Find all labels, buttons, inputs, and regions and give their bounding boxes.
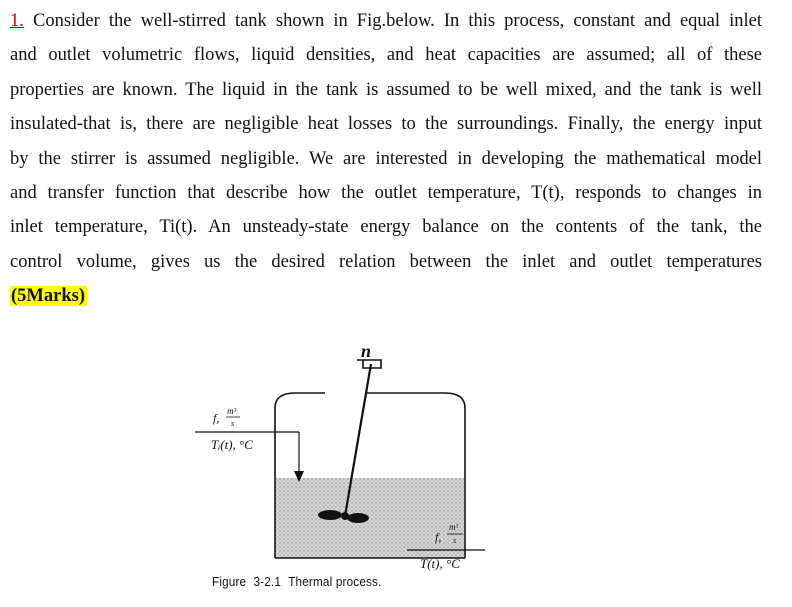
- impeller-blade-left: [318, 510, 342, 520]
- question-number: 1.: [10, 11, 24, 31]
- question-line-2: and outlet volumetric flows, liquid densities, and heat capacities are assumed; all of these: [10, 45, 762, 66]
- outlet-temperature: T(t), °C: [420, 556, 460, 571]
- impeller-blade-right: [347, 513, 369, 523]
- question-line-6: and transfer function that describe how the outlet temperature, T(t), responds to changes in: [10, 183, 762, 204]
- inlet-label: [211, 406, 253, 452]
- liquid: [276, 478, 464, 558]
- svg-text:m³: m³: [449, 522, 459, 532]
- question-line-3: properties are known. The liquid in the tank is assumed to be well mixed, and the tank is well: [10, 79, 762, 100]
- svg-text:f,: f,: [435, 530, 442, 544]
- svg-text:m³: m³: [227, 406, 237, 416]
- question-line-8: control volume, gives us the desired relation between the inlet and outlet temperatures: [10, 251, 762, 272]
- marks-badge: (5Marks): [11, 286, 85, 307]
- figure-caption: Figure 3-2.1 Thermal process.: [212, 574, 382, 589]
- question-line-1: 1. Consider the well-stirred tank shown in Fig.below. In this process, constant and equal inlet: [10, 11, 762, 31]
- svg-text:f,: f,: [213, 411, 220, 425]
- question-line-5: by the stirrer is assumed negligible. We are interested in developing the mathematical model: [10, 148, 762, 169]
- question-line-4: insulated-that is, there are negligible heat losses to the surroundings. Finally, the energy input: [10, 114, 762, 135]
- svg-text:s: s: [453, 536, 457, 545]
- thermal-process-figure: [195, 338, 525, 600]
- svg-text:s: s: [231, 419, 235, 428]
- question-line-9: [10, 279, 762, 313]
- question-line-7: inlet temperature, Ti(t). An unsteady-state energy balance on the contents of the tank, the: [10, 217, 762, 238]
- stirrer-label: n: [361, 341, 372, 361]
- question-paragraph: [10, 4, 762, 314]
- inlet-temperature: Tᵢ(t), °C: [211, 437, 253, 452]
